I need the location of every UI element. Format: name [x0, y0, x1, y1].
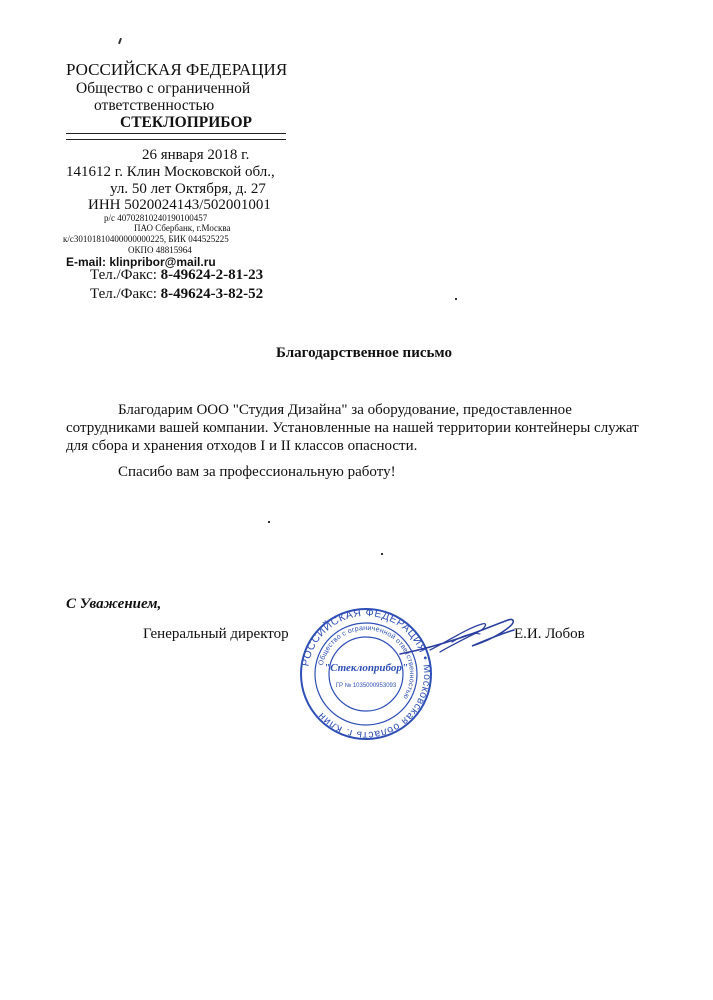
seal-reg-text: ГР № 1035000953093 — [335, 683, 397, 689]
letterhead-company-name: СТЕКЛОПРИБОР — [120, 114, 252, 131]
bank-name: ПАО Сбербанк, г.Москва — [134, 223, 231, 233]
phone-number: 8-49624-3-82-52 — [160, 286, 264, 302]
address-line1: 141612 г. Клин Московской обл., — [66, 164, 275, 180]
signer-name: Е.И. Лобов — [514, 626, 585, 642]
scan-mark — [268, 521, 270, 523]
letterhead-org-line1: Общество с ограниченной — [76, 80, 251, 97]
seal-inner-text: Общество с ограниченной ответственностью — [317, 624, 416, 701]
letterhead-country: РОССИЙСКАЯ ФЕДЕРАЦИЯ — [66, 60, 288, 79]
inn: ИНН 5020024143/502001001 — [88, 197, 271, 213]
phone-label: Тел./Факс: — [90, 267, 157, 283]
scan-mark — [118, 38, 122, 44]
phone-label: Тел./Факс: — [90, 286, 157, 302]
phone-number: 8-49624-2-81-23 — [160, 267, 264, 283]
seal-center-text: "Стеклоприбор" — [323, 662, 409, 674]
email: E-mail: klinpribor@mail.ru — [66, 255, 216, 269]
letter-thanks: Спасибо вам за профессиональную работу! — [118, 464, 396, 480]
letterhead-org-line2: ответственностью — [94, 97, 215, 114]
phone-line2 — [90, 286, 263, 303]
letter-date: 26 января 2018 г. — [142, 147, 250, 163]
scan-mark — [455, 298, 457, 300]
signer-position: Генеральный директор — [143, 626, 289, 642]
handwritten-signature — [390, 610, 530, 670]
okpo: ОКПО 48815964 — [128, 245, 192, 255]
seal-outer-text: РОССИЙСКАЯ ФЕДЕРАЦИЯ • Московская область г. Клин — [299, 607, 433, 741]
letterhead-divider — [66, 133, 286, 140]
bank-account: р/с 40702810240190100457 — [104, 213, 208, 223]
scan-mark — [381, 553, 383, 555]
address-line2: ул. 50 лет Октября, д. 27 — [110, 181, 266, 197]
letter-title: Благодарственное письмо — [276, 345, 452, 361]
closing-regards: С Уважением, — [66, 596, 162, 612]
correspondent-account: к/с30101810400000000225, БИК 044525225 — [63, 234, 229, 244]
letter-paragraph: Благодарим ООО "Студия Дизайна" за оборудование, предоставленное сотрудниками вашей компании. Установленные на нашей территории контейнеры служат для сбора и хранения отходов I и II классов опасности. — [66, 402, 639, 454]
phone-line1 — [90, 267, 263, 284]
